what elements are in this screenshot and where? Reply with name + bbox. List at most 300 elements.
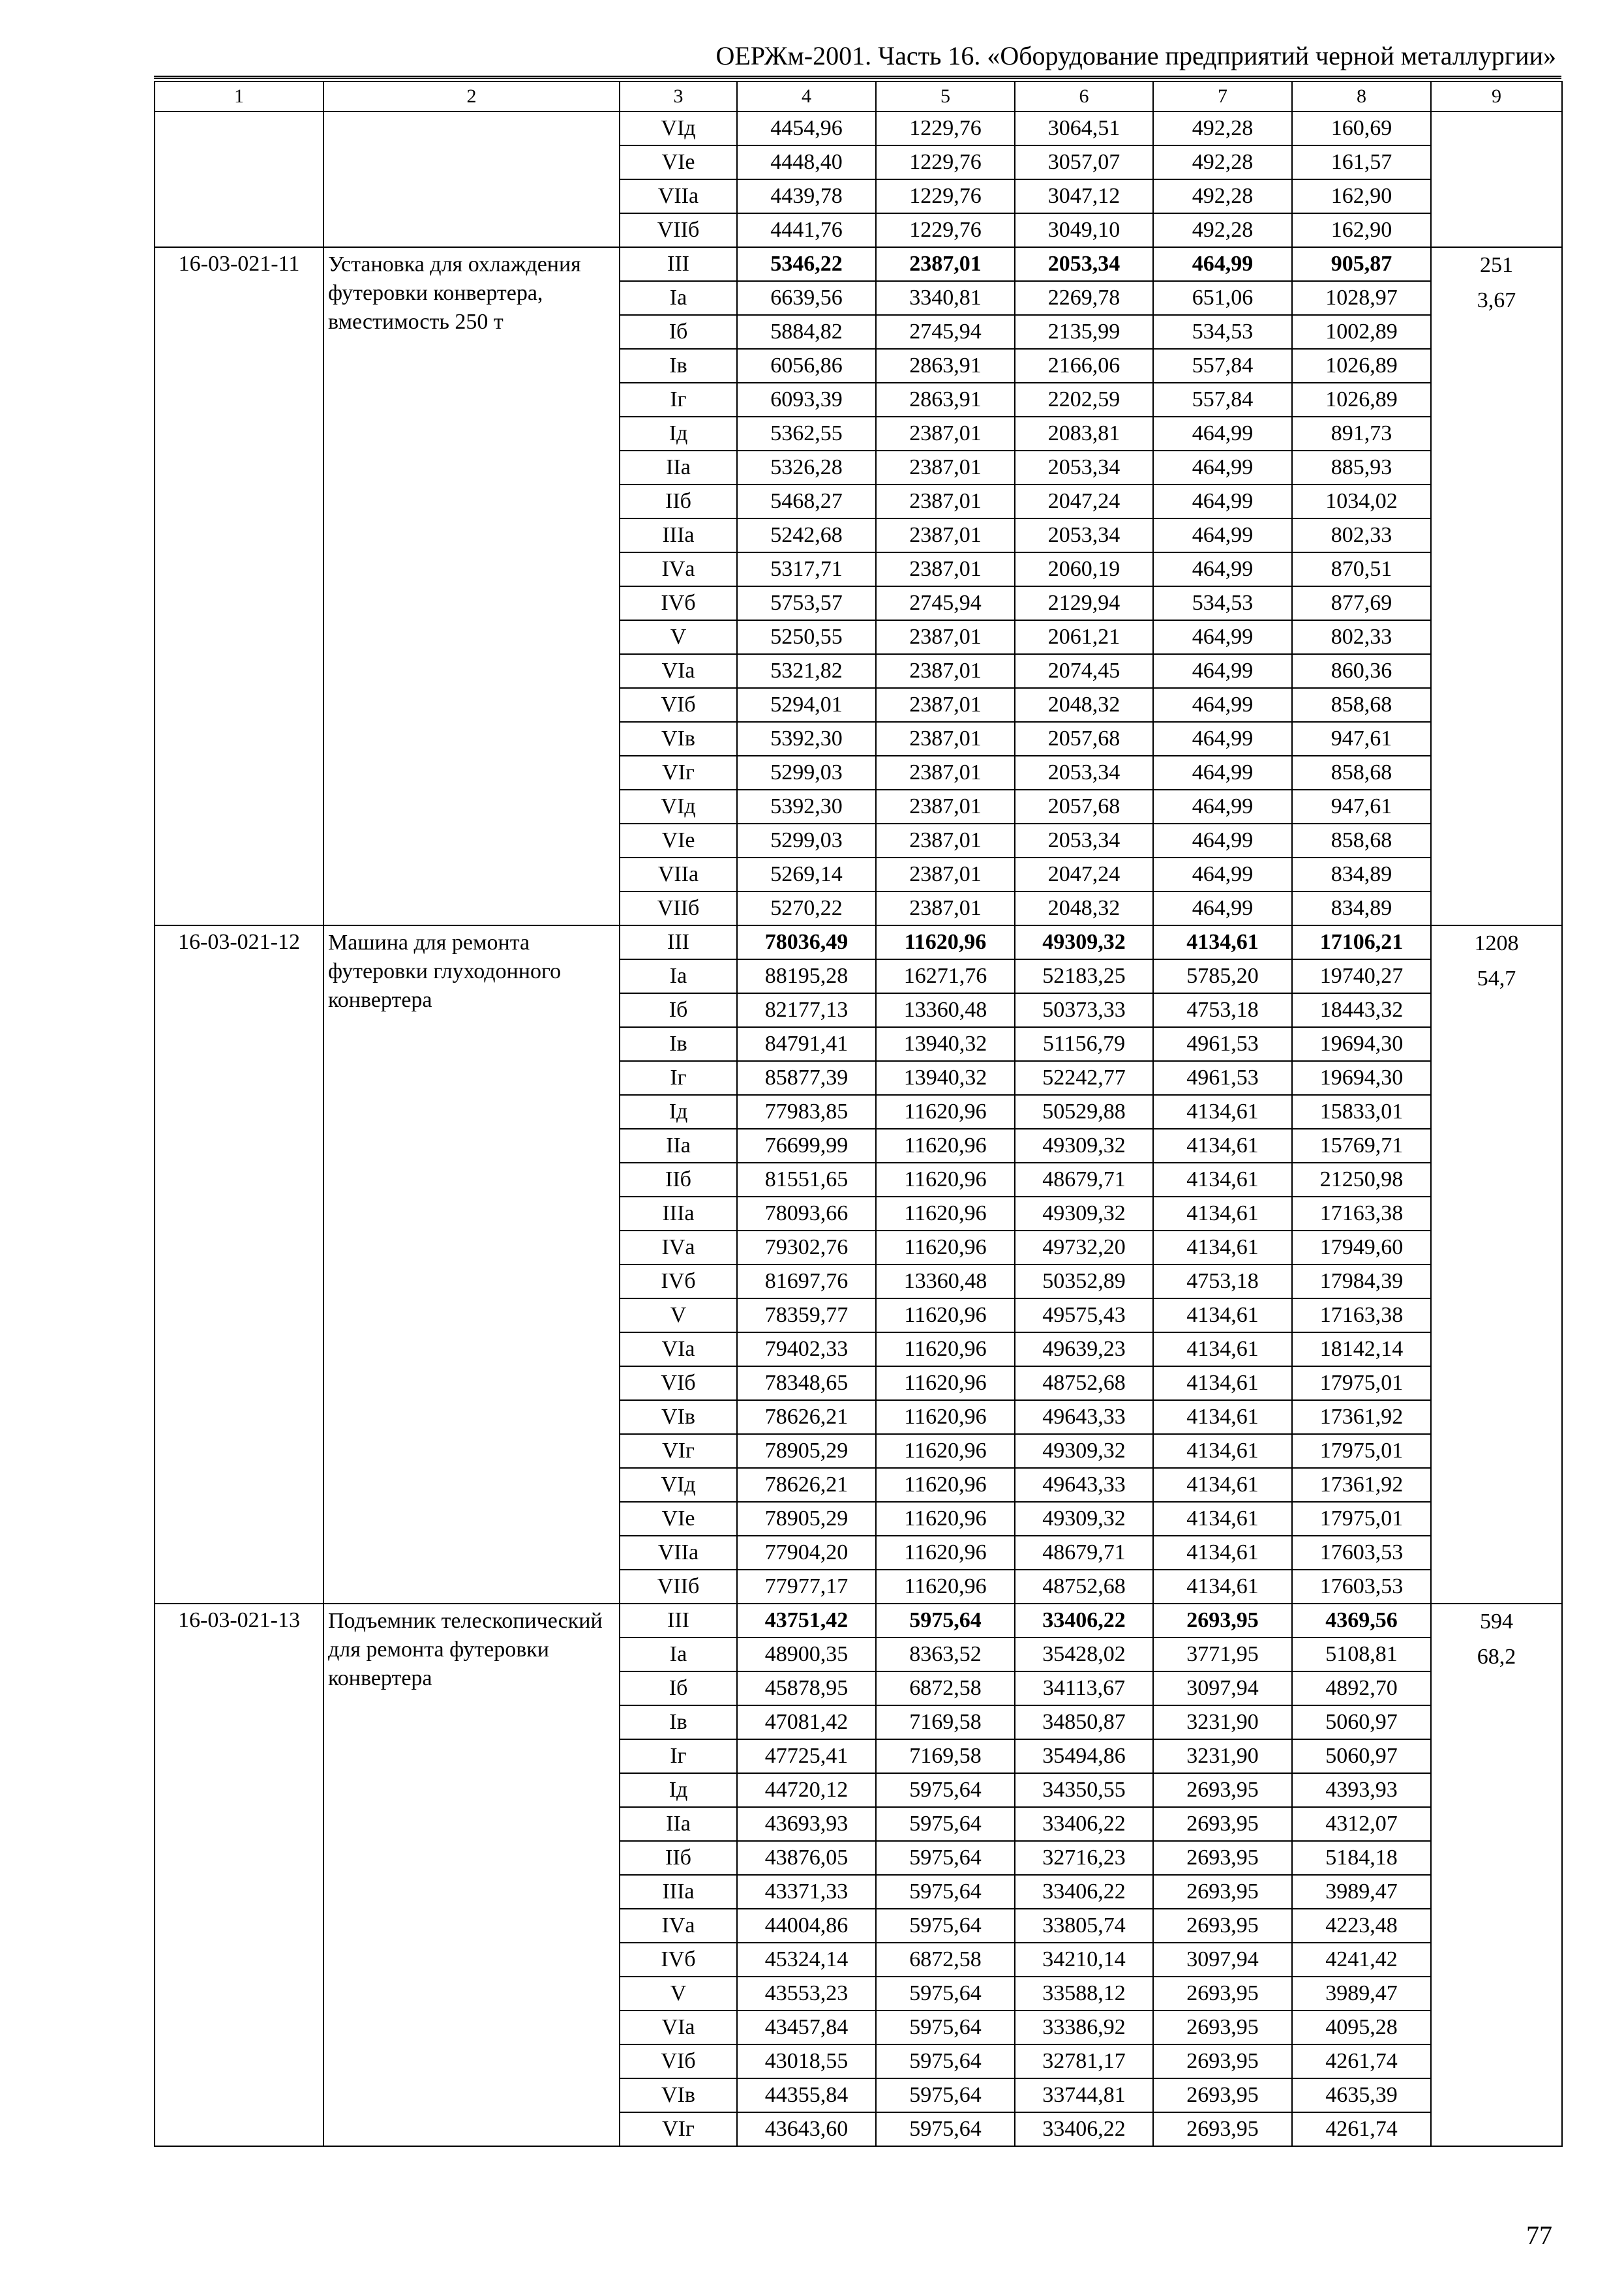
value-cell: 4241,42 <box>1292 1943 1431 1977</box>
variant-cell: IVа <box>620 1909 737 1943</box>
value-cell: 2053,34 <box>1015 518 1153 552</box>
value-cell: 17603,53 <box>1292 1536 1431 1570</box>
value-cell: 5299,03 <box>737 756 876 790</box>
variant-cell: VIIб <box>620 1570 737 1604</box>
value-cell: 464,99 <box>1153 552 1292 586</box>
value-cell: 11620,96 <box>876 1298 1015 1332</box>
value-cell: 905,87 <box>1292 247 1431 281</box>
value-cell: 19740,27 <box>1292 959 1431 993</box>
value-cell: 464,99 <box>1153 247 1292 281</box>
value-cell: 17163,38 <box>1292 1298 1431 1332</box>
value-cell: 4223,48 <box>1292 1909 1431 1943</box>
value-cell: 5326,28 <box>737 451 876 485</box>
variant-cell: IVб <box>620 586 737 620</box>
value-cell: 5975,64 <box>876 1604 1015 1638</box>
value-cell: 48752,68 <box>1015 1570 1153 1604</box>
value-cell: 2048,32 <box>1015 688 1153 722</box>
value-cell: 2693,95 <box>1153 2044 1292 2078</box>
variant-cell: Iв <box>620 1027 737 1061</box>
price-table <box>154 81 1563 2147</box>
value-cell: 2053,34 <box>1015 756 1153 790</box>
value-cell: 34113,67 <box>1015 1671 1153 1705</box>
variant-cell: VIд <box>620 1468 737 1502</box>
value-cell: 3097,94 <box>1153 1943 1292 1977</box>
value-cell: 4393,93 <box>1292 1773 1431 1807</box>
value-cell: 34850,87 <box>1015 1705 1153 1739</box>
value-cell: 44720,12 <box>737 1773 876 1807</box>
value-cell: 11620,96 <box>876 1197 1015 1231</box>
variant-cell: VIе <box>620 824 737 858</box>
value-cell: 464,99 <box>1153 891 1292 925</box>
value-cell: 464,99 <box>1153 722 1292 756</box>
value-cell: 5468,27 <box>737 485 876 518</box>
value-cell: 5269,14 <box>737 858 876 891</box>
value-cell: 3049,10 <box>1015 213 1153 247</box>
value-cell: 17361,92 <box>1292 1400 1431 1434</box>
value-cell: 2745,94 <box>876 586 1015 620</box>
value-cell: 78905,29 <box>737 1502 876 1536</box>
value-cell: 492,28 <box>1153 213 1292 247</box>
variant-cell: III <box>620 247 737 281</box>
variant-cell: IIа <box>620 451 737 485</box>
value-cell: 5317,71 <box>737 552 876 586</box>
value-cell: 49643,33 <box>1015 1468 1153 1502</box>
value-cell: 32716,23 <box>1015 1841 1153 1875</box>
value-cell: 13940,32 <box>876 1061 1015 1095</box>
value-cell: 2387,01 <box>876 518 1015 552</box>
value-cell: 3771,95 <box>1153 1638 1292 1671</box>
value-cell: 534,53 <box>1153 586 1292 620</box>
value-cell: 2693,95 <box>1153 2078 1292 2112</box>
value-cell: 464,99 <box>1153 858 1292 891</box>
variant-cell: IVа <box>620 1231 737 1264</box>
value-cell: 6056,86 <box>737 349 876 383</box>
table-row-total <box>155 247 1562 281</box>
value-cell: 85877,39 <box>737 1061 876 1095</box>
value-cell: 49575,43 <box>1015 1298 1153 1332</box>
value-cell: 2693,95 <box>1153 2011 1292 2044</box>
value-cell: 43371,33 <box>737 1875 876 1909</box>
value-cell: 33406,22 <box>1015 2112 1153 2146</box>
value-cell: 4635,39 <box>1292 2078 1431 2112</box>
value-cell: 2053,34 <box>1015 247 1153 281</box>
value-cell: 2387,01 <box>876 688 1015 722</box>
header-divider <box>154 76 1561 79</box>
value-cell: 19694,30 <box>1292 1061 1431 1095</box>
unit-cell <box>1431 112 1562 247</box>
value-cell: 47725,41 <box>737 1739 876 1773</box>
table-body <box>155 82 1562 2146</box>
unit-value: 251 <box>1480 253 1513 277</box>
value-cell: 7169,58 <box>876 1739 1015 1773</box>
variant-cell: VIIа <box>620 858 737 891</box>
column-number: 3 <box>620 82 737 112</box>
value-cell: 2129,94 <box>1015 586 1153 620</box>
value-cell: 5975,64 <box>876 1875 1015 1909</box>
value-cell: 557,84 <box>1153 349 1292 383</box>
variant-cell: VIIа <box>620 1536 737 1570</box>
value-cell: 1026,89 <box>1292 383 1431 417</box>
variant-cell: IIб <box>620 1841 737 1875</box>
value-cell: 11620,96 <box>876 1231 1015 1264</box>
value-cell: 834,89 <box>1292 858 1431 891</box>
value-cell: 33406,22 <box>1015 1875 1153 1909</box>
page-number: 77 <box>1526 2221 1552 2250</box>
value-cell: 4095,28 <box>1292 2011 1431 2044</box>
value-cell: 5294,01 <box>737 688 876 722</box>
variant-cell: IIб <box>620 485 737 518</box>
value-cell: 11620,96 <box>876 1570 1015 1604</box>
unit-value: 594 <box>1480 1609 1513 1634</box>
column-number: 6 <box>1015 82 1153 112</box>
variant-cell: Iв <box>620 1705 737 1739</box>
value-cell: 4134,61 <box>1153 1095 1292 1129</box>
value-cell: 32781,17 <box>1015 2044 1153 2078</box>
value-cell: 11620,96 <box>876 1468 1015 1502</box>
value-cell: 50373,33 <box>1015 993 1153 1027</box>
value-cell: 5270,22 <box>737 891 876 925</box>
value-cell: 557,84 <box>1153 383 1292 417</box>
value-cell: 5975,64 <box>876 1807 1015 1841</box>
value-cell: 2387,01 <box>876 722 1015 756</box>
value-cell: 33805,74 <box>1015 1909 1153 1943</box>
variant-cell: VIб <box>620 688 737 722</box>
value-cell: 48900,35 <box>737 1638 876 1671</box>
value-cell: 5392,30 <box>737 790 876 824</box>
column-number: 8 <box>1292 82 1431 112</box>
variant-cell: IIIа <box>620 1875 737 1909</box>
value-cell: 464,99 <box>1153 688 1292 722</box>
value-cell: 19694,30 <box>1292 1027 1431 1061</box>
value-cell: 4439,78 <box>737 179 876 213</box>
value-cell: 3064,51 <box>1015 112 1153 145</box>
variant-cell: VIе <box>620 1502 737 1536</box>
value-cell: 51156,79 <box>1015 1027 1153 1061</box>
value-cell: 79302,76 <box>737 1231 876 1264</box>
value-cell: 4961,53 <box>1153 1027 1292 1061</box>
column-number: 5 <box>876 82 1015 112</box>
variant-cell: Iд <box>620 1773 737 1807</box>
value-cell: 2060,19 <box>1015 552 1153 586</box>
value-cell: 885,93 <box>1292 451 1431 485</box>
value-cell: 49309,32 <box>1015 1502 1153 1536</box>
value-cell: 78093,66 <box>737 1197 876 1231</box>
value-cell: 11620,96 <box>876 1332 1015 1366</box>
value-cell: 4448,40 <box>737 145 876 179</box>
value-cell: 3097,94 <box>1153 1671 1292 1705</box>
item-code: 16-03-021-11 <box>155 247 323 925</box>
value-cell: 2387,01 <box>876 858 1015 891</box>
value-cell: 2387,01 <box>876 417 1015 451</box>
value-cell: 49643,33 <box>1015 1400 1153 1434</box>
value-cell: 2053,34 <box>1015 824 1153 858</box>
item-name: Установка для охлаждения футеровки конвертера, вместимость 250 т <box>323 247 620 925</box>
item-code: 16-03-021-12 <box>155 925 323 1604</box>
value-cell: 13360,48 <box>876 993 1015 1027</box>
value-cell: 1002,89 <box>1292 315 1431 349</box>
value-cell: 33406,22 <box>1015 1604 1153 1638</box>
value-cell: 5975,64 <box>876 1841 1015 1875</box>
value-cell: 78905,29 <box>737 1434 876 1468</box>
value-cell: 5975,64 <box>876 1909 1015 1943</box>
value-cell: 2693,95 <box>1153 2112 1292 2146</box>
variant-cell: IVа <box>620 552 737 586</box>
value-cell: 15833,01 <box>1292 1095 1431 1129</box>
value-cell: 947,61 <box>1292 722 1431 756</box>
value-cell: 78626,21 <box>737 1468 876 1502</box>
value-cell: 2693,95 <box>1153 1841 1292 1875</box>
value-cell: 464,99 <box>1153 451 1292 485</box>
variant-cell: VIIа <box>620 179 737 213</box>
variant-cell: Iб <box>620 1671 737 1705</box>
value-cell: 2693,95 <box>1153 1977 1292 2011</box>
unit-value: 54,7 <box>1477 966 1516 991</box>
value-cell: 4261,74 <box>1292 2044 1431 2078</box>
value-cell: 161,57 <box>1292 145 1431 179</box>
value-cell: 52242,77 <box>1015 1061 1153 1095</box>
value-cell: 43018,55 <box>737 2044 876 2078</box>
value-cell: 2387,01 <box>876 790 1015 824</box>
value-cell: 5975,64 <box>876 1773 1015 1807</box>
value-cell: 2863,91 <box>876 349 1015 383</box>
value-cell: 2387,01 <box>876 824 1015 858</box>
value-cell: 2047,24 <box>1015 858 1153 891</box>
value-cell: 49309,32 <box>1015 1129 1153 1163</box>
variant-cell: VIв <box>620 1400 737 1434</box>
variant-cell: VIв <box>620 2078 737 2112</box>
value-cell: 6639,56 <box>737 281 876 315</box>
value-cell: 15769,71 <box>1292 1129 1431 1163</box>
value-cell: 4369,56 <box>1292 1604 1431 1638</box>
value-cell: 2202,59 <box>1015 383 1153 417</box>
variant-cell: IVб <box>620 1264 737 1298</box>
variant-cell: VIг <box>620 756 737 790</box>
value-cell: 5299,03 <box>737 824 876 858</box>
value-cell: 4312,07 <box>1292 1807 1431 1841</box>
value-cell: 4134,61 <box>1153 1400 1292 1434</box>
value-cell: 5785,20 <box>1153 959 1292 993</box>
value-cell: 1229,76 <box>876 112 1015 145</box>
value-cell: 1026,89 <box>1292 349 1431 383</box>
variant-cell: VIа <box>620 1332 737 1366</box>
value-cell: 651,06 <box>1153 281 1292 315</box>
value-cell: 464,99 <box>1153 620 1292 654</box>
variant-cell: Iг <box>620 1739 737 1773</box>
value-cell: 5753,57 <box>737 586 876 620</box>
value-cell: 77977,17 <box>737 1570 876 1604</box>
value-cell: 78348,65 <box>737 1366 876 1400</box>
value-cell: 48752,68 <box>1015 1366 1153 1400</box>
unit-value: 3,67 <box>1477 288 1516 312</box>
value-cell: 2057,68 <box>1015 722 1153 756</box>
value-cell: 84791,41 <box>737 1027 876 1061</box>
value-cell: 76699,99 <box>737 1129 876 1163</box>
unit-value: 68,2 <box>1477 1645 1516 1669</box>
value-cell: 43643,60 <box>737 2112 876 2146</box>
value-cell: 464,99 <box>1153 485 1292 518</box>
variant-cell: IIIа <box>620 518 737 552</box>
value-cell: 47081,42 <box>737 1705 876 1739</box>
value-cell: 4454,96 <box>737 112 876 145</box>
value-cell: 464,99 <box>1153 790 1292 824</box>
value-cell: 4134,61 <box>1153 1332 1292 1366</box>
value-cell: 8363,52 <box>876 1638 1015 1671</box>
value-cell: 43457,84 <box>737 2011 876 2044</box>
value-cell: 3047,12 <box>1015 179 1153 213</box>
value-cell: 802,33 <box>1292 620 1431 654</box>
value-cell: 11620,96 <box>876 1400 1015 1434</box>
value-cell: 43751,42 <box>737 1604 876 1638</box>
value-cell: 2061,21 <box>1015 620 1153 654</box>
value-cell: 2745,94 <box>876 315 1015 349</box>
value-cell: 1229,76 <box>876 145 1015 179</box>
value-cell: 4134,61 <box>1153 1298 1292 1332</box>
column-number: 9 <box>1431 82 1562 112</box>
value-cell: 858,68 <box>1292 688 1431 722</box>
value-cell: 48679,71 <box>1015 1536 1153 1570</box>
value-cell: 78359,77 <box>737 1298 876 1332</box>
value-cell: 947,61 <box>1292 790 1431 824</box>
column-number: 2 <box>323 82 620 112</box>
value-cell: 492,28 <box>1153 112 1292 145</box>
variant-cell: IIа <box>620 1129 737 1163</box>
value-cell: 4961,53 <box>1153 1061 1292 1095</box>
unit-value: 1208 <box>1474 931 1519 955</box>
value-cell: 11620,96 <box>876 1502 1015 1536</box>
value-cell: 49309,32 <box>1015 1197 1153 1231</box>
value-cell: 3989,47 <box>1292 1977 1431 2011</box>
value-cell: 13940,32 <box>876 1027 1015 1061</box>
value-cell: 858,68 <box>1292 756 1431 790</box>
value-cell: 2693,95 <box>1153 1875 1292 1909</box>
value-cell: 45878,95 <box>737 1671 876 1705</box>
variant-cell: VIг <box>620 2112 737 2146</box>
value-cell: 11620,96 <box>876 925 1015 959</box>
value-cell: 2693,95 <box>1153 1604 1292 1638</box>
column-number-row <box>155 82 1562 112</box>
value-cell: 17975,01 <box>1292 1502 1431 1536</box>
value-cell: 5392,30 <box>737 722 876 756</box>
value-cell: 4892,70 <box>1292 1671 1431 1705</box>
value-cell: 17361,92 <box>1292 1468 1431 1502</box>
value-cell: 4134,61 <box>1153 925 1292 959</box>
value-cell: 1229,76 <box>876 179 1015 213</box>
variant-cell: Iа <box>620 1638 737 1671</box>
value-cell: 2053,34 <box>1015 451 1153 485</box>
item-unit-values <box>1431 247 1562 925</box>
value-cell: 464,99 <box>1153 756 1292 790</box>
value-cell: 464,99 <box>1153 417 1292 451</box>
variant-cell: Iд <box>620 417 737 451</box>
value-cell: 3989,47 <box>1292 1875 1431 1909</box>
value-cell: 4134,61 <box>1153 1468 1292 1502</box>
value-cell: 5362,55 <box>737 417 876 451</box>
value-cell: 5884,82 <box>737 315 876 349</box>
item-name: Подъемник телескопический для ремонта футеровки конвертера <box>323 1604 620 2146</box>
value-cell: 18142,14 <box>1292 1332 1431 1366</box>
value-cell: 2387,01 <box>876 247 1015 281</box>
value-cell: 11620,96 <box>876 1434 1015 1468</box>
column-number: 1 <box>155 82 323 112</box>
value-cell: 6872,58 <box>876 1943 1015 1977</box>
value-cell: 5975,64 <box>876 2112 1015 2146</box>
value-cell: 2387,01 <box>876 485 1015 518</box>
variant-cell: Iа <box>620 281 737 315</box>
column-number: 7 <box>1153 82 1292 112</box>
value-cell: 4134,61 <box>1153 1163 1292 1197</box>
value-cell: 2269,78 <box>1015 281 1153 315</box>
value-cell: 3340,81 <box>876 281 1015 315</box>
variant-cell: IIа <box>620 1807 737 1841</box>
table-row <box>155 112 1562 145</box>
value-cell: 6093,39 <box>737 383 876 417</box>
value-cell: 11620,96 <box>876 1129 1015 1163</box>
value-cell: 78036,49 <box>737 925 876 959</box>
value-cell: 492,28 <box>1153 179 1292 213</box>
value-cell: 49309,32 <box>1015 1434 1153 1468</box>
value-cell: 49639,23 <box>1015 1332 1153 1366</box>
value-cell: 18443,32 <box>1292 993 1431 1027</box>
value-cell: 5975,64 <box>876 2044 1015 2078</box>
value-cell: 464,99 <box>1153 654 1292 688</box>
variant-cell: VIв <box>620 722 737 756</box>
variant-cell: VIд <box>620 790 737 824</box>
value-cell: 160,69 <box>1292 112 1431 145</box>
value-cell: 2387,01 <box>876 891 1015 925</box>
column-number: 4 <box>737 82 876 112</box>
value-cell: 2057,68 <box>1015 790 1153 824</box>
value-cell: 5242,68 <box>737 518 876 552</box>
value-cell: 77904,20 <box>737 1536 876 1570</box>
value-cell: 1229,76 <box>876 213 1015 247</box>
value-cell: 11620,96 <box>876 1366 1015 1400</box>
value-cell: 2166,06 <box>1015 349 1153 383</box>
value-cell: 4134,61 <box>1153 1197 1292 1231</box>
value-cell: 2693,95 <box>1153 1807 1292 1841</box>
item-unit-values <box>1431 925 1562 1604</box>
value-cell: 2083,81 <box>1015 417 1153 451</box>
value-cell: 17603,53 <box>1292 1570 1431 1604</box>
value-cell: 21250,98 <box>1292 1163 1431 1197</box>
value-cell: 5184,18 <box>1292 1841 1431 1875</box>
value-cell: 5060,97 <box>1292 1705 1431 1739</box>
variant-cell: V <box>620 1298 737 1332</box>
value-cell: 49732,20 <box>1015 1231 1153 1264</box>
value-cell: 5346,22 <box>737 247 876 281</box>
value-cell: 43693,93 <box>737 1807 876 1841</box>
variant-cell: IIб <box>620 1163 737 1197</box>
value-cell: 43553,23 <box>737 1977 876 2011</box>
value-cell: 858,68 <box>1292 824 1431 858</box>
variant-cell: VIг <box>620 1434 737 1468</box>
value-cell: 2135,99 <box>1015 315 1153 349</box>
variant-cell: III <box>620 925 737 959</box>
item-name: Машина для ремонта футеровки глуходонного конвертера <box>323 925 620 1604</box>
value-cell: 4441,76 <box>737 213 876 247</box>
value-cell: 3231,90 <box>1153 1705 1292 1739</box>
variant-cell: IIIа <box>620 1197 737 1231</box>
value-cell: 35494,86 <box>1015 1739 1153 1773</box>
value-cell: 50352,89 <box>1015 1264 1153 1298</box>
value-cell: 2387,01 <box>876 620 1015 654</box>
value-cell: 4134,61 <box>1153 1536 1292 1570</box>
value-cell: 11620,96 <box>876 1095 1015 1129</box>
variant-cell: VIIб <box>620 891 737 925</box>
value-cell: 4261,74 <box>1292 2112 1431 2146</box>
value-cell: 43876,05 <box>737 1841 876 1875</box>
variant-cell: V <box>620 1977 737 2011</box>
value-cell: 3231,90 <box>1153 1739 1292 1773</box>
